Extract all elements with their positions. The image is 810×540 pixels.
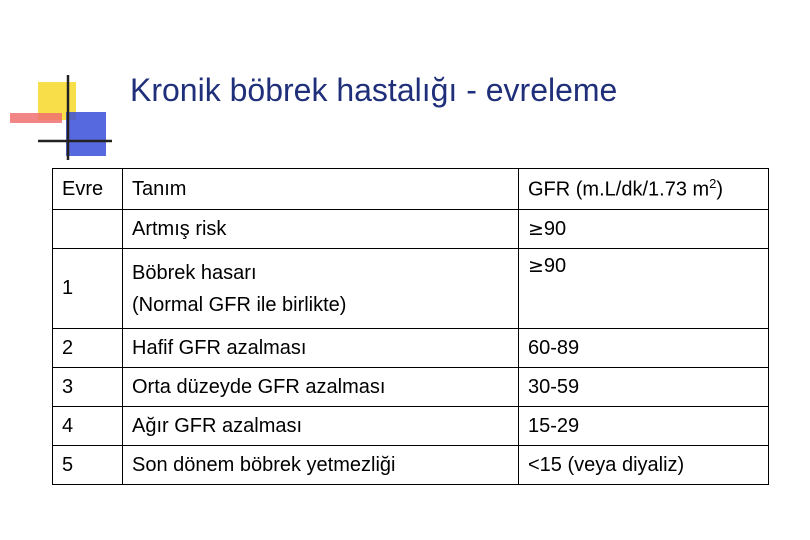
page-title: Kronik böbrek hastalığı - evreleme bbox=[130, 72, 618, 108]
greater-equal-symbol: ≥ bbox=[528, 255, 544, 277]
table-row bbox=[53, 249, 769, 329]
table-row bbox=[53, 329, 769, 368]
table-row bbox=[53, 368, 769, 407]
cell-definition: Böbrek hasarı (Normal GFR ile birlikte) bbox=[123, 249, 519, 329]
cell-stage bbox=[53, 210, 123, 249]
table-row bbox=[53, 446, 769, 485]
cell-definition: Son dönem böbrek yetmezliği bbox=[123, 446, 519, 485]
decorative-logo bbox=[0, 0, 120, 170]
table-row bbox=[53, 407, 769, 446]
cell-gfr: 60-89 bbox=[519, 329, 769, 368]
cell-definition: Hafif GFR azalması bbox=[123, 329, 519, 368]
cell-stage: 5 bbox=[53, 446, 123, 485]
table-header-row bbox=[53, 169, 769, 210]
cell-stage: 4 bbox=[53, 407, 123, 446]
cell-stage: 3 bbox=[53, 368, 123, 407]
cell-stage: 1 bbox=[53, 249, 123, 329]
cell-stage: 2 bbox=[53, 329, 123, 368]
header-stage: Evre bbox=[53, 169, 123, 210]
cell-definition: Orta düzeyde GFR azalması bbox=[123, 368, 519, 407]
cell-gfr: <15 (veya diyaliz) bbox=[519, 446, 769, 485]
cell-gfr: 15-29 bbox=[519, 407, 769, 446]
greater-equal-symbol: ≥ bbox=[528, 217, 544, 240]
cell-gfr: ≥90 bbox=[519, 210, 769, 249]
cell-definition: Ağır GFR azalması bbox=[123, 407, 519, 446]
staging-table bbox=[52, 168, 769, 485]
table-row bbox=[53, 210, 769, 249]
logo-blue-square bbox=[66, 112, 106, 156]
header-definition: Tanım bbox=[123, 169, 519, 210]
cell-definition: Artmış risk bbox=[123, 210, 519, 249]
cell-gfr: 30-59 bbox=[519, 368, 769, 407]
logo-red-bar bbox=[10, 113, 62, 123]
header-gfr: GFR (m.L/dk/1.73 $m^2$) bbox=[519, 169, 769, 210]
cell-gfr: ≥90 bbox=[519, 249, 769, 329]
